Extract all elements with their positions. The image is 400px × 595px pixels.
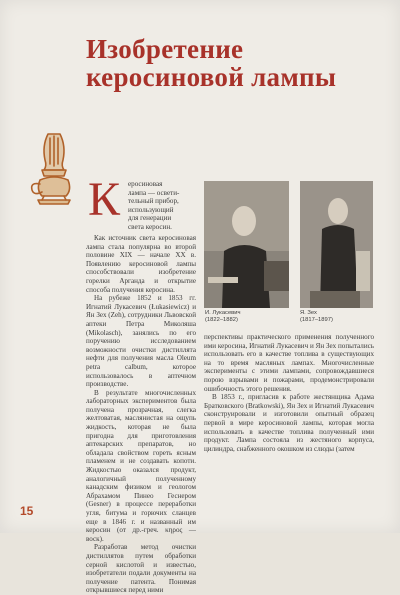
paragraph: Как источник света керосиновая лампа стала популярна во второй половине XIX — начале XX в. Появлению керосиновой лампы способствовали изобретение горелки Арганда и открытие способа получения керосина. <box>86 234 196 294</box>
lead-line: для генерации <box>128 214 172 223</box>
caption-zeh <box>300 310 333 324</box>
lead-line: еросиновая <box>128 180 163 188</box>
title-line-2: керосиновой лампы <box>86 62 337 92</box>
right-column <box>204 333 374 453</box>
paragraph: перспективы практического применения полученного ими керосина, Игнатий Лукасевич и Ян Зех попытались использовать его в качестве топлива в существующих на то время масляных лампах. Многочисленные эксперименты с этими лампами, сопровождавшиеся порою взрывами и пожарами, продемонстрировали ошибочность этого решения. <box>204 333 374 393</box>
caption-name: И. Лукасевич <box>205 310 241 316</box>
caption-years: (1817–1897) <box>300 317 333 323</box>
paragraph: На рубеже 1852 и 1853 гг. Игнатий Лукасевич (Łukasiewicz) и Ян Зех (Zeh), сотрудники Львовской аптеки Петра Миколяша (Mikolasch), занялись по его поручению исследованием возможности очистки дистиллята нефти для получения масла Oleum petra calbum, которое использовалось в аптечном производстве. <box>86 294 196 389</box>
left-column <box>86 234 196 595</box>
caption-lukasiewicz <box>205 310 241 324</box>
lead-line: тельный прибор, <box>128 197 179 206</box>
paragraph: Разработав метод очистки дистиллятов путем обработки серной кислотой и известью, изобретатели подали документы на получение патента. Понимая открывшиеся перед ними <box>86 543 196 595</box>
paragraph: В результате многочисленных лабораторных экспериментов была получена прозрачная, слегка желтоватая, маслянистая на ощупь жидкость, которая не была пригодна для приготовления аптекарских препаратов, но обладала свойством гореть ясным пламенем и не создавать копоти. Жидкостью оказался продукт, аналогичный полученному канадским физиком и геологом Абрахамом Пинео Геснером (Gesner) в процессе переработки угля, битума и горючих сланцев еще в 1846 г. и названный им керосин (от др.-греч. κηρος — воск). <box>86 388 196 543</box>
caption-name: Я. Зех <box>300 310 317 316</box>
kerosene-lamp-icon <box>28 130 80 208</box>
drop-cap: К <box>88 173 121 226</box>
lead-paragraph <box>128 180 196 232</box>
lead-line: использующий <box>128 205 174 214</box>
page-number: 15 <box>20 504 34 518</box>
portrait-lukasiewicz <box>204 181 289 308</box>
lead-line: лампа — освети- <box>128 188 180 197</box>
portrait-zeh <box>300 181 373 308</box>
lead-line: света керосин. <box>128 222 172 231</box>
title-line-1: Изобретение <box>86 34 244 64</box>
page-title <box>86 35 386 91</box>
paragraph: В 1853 г., пригласив к работе жестянщика Адама Братковского (Bratkowski), Ян Зех и Игнатий Лукасевич сконструировали и изготовили опытный образец первой в мире керосиновой лампы, которая могла использовать в качестве топлива полученный ими продукт. Лампа состояла из жестяного корпуса, цилиндра, снабженного окошком из слюды (затем <box>204 393 374 453</box>
caption-years: (1822–1882) <box>205 317 238 323</box>
